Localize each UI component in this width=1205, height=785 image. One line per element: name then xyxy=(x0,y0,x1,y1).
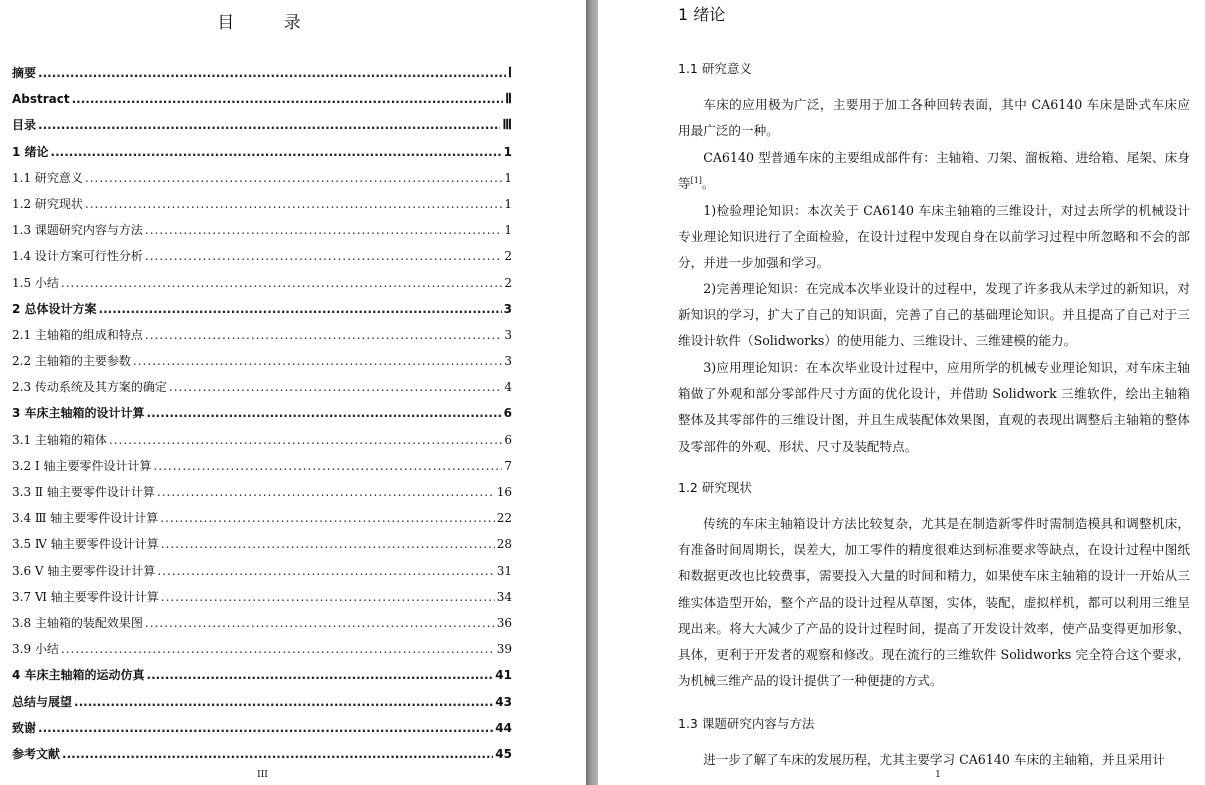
toc-entry-label: 3.9 小结 xyxy=(12,642,59,657)
toc-entry[interactable] xyxy=(12,400,512,426)
toc-leader-dots xyxy=(99,296,502,322)
toc-entry-label: 1.2 研究现状 xyxy=(12,196,83,211)
toc-entry-page: 39 xyxy=(496,642,512,657)
toc-entry-label: 3.3 Ⅱ 轴主要零件设计计算 xyxy=(12,485,155,499)
toc-entry-page: 34 xyxy=(496,589,512,604)
toc-entry-page: 36 xyxy=(496,615,512,630)
toc-entry[interactable] xyxy=(12,715,512,741)
toc-leader-dots xyxy=(61,636,495,662)
toc-entry[interactable] xyxy=(12,322,512,348)
toc-entry-page: 31 xyxy=(496,563,512,578)
toc-leader-dots xyxy=(51,139,502,165)
toc-entry-label: 目录 xyxy=(12,118,37,133)
toc-leader-dots xyxy=(85,191,502,217)
toc-leader-dots xyxy=(61,270,502,296)
toc-leader-dots xyxy=(147,662,494,688)
toc-entry[interactable] xyxy=(12,427,512,453)
toc-leader-dots xyxy=(74,689,493,715)
toc-leader-dots xyxy=(145,243,502,269)
toc-entry[interactable] xyxy=(12,689,512,715)
toc-leader-dots xyxy=(157,558,494,584)
toc-entry[interactable] xyxy=(12,453,512,479)
toc-leader-dots xyxy=(38,112,500,138)
toc-leader-dots xyxy=(160,505,494,531)
toc-entry-label: 2.1 主轴箱的组成和特点 xyxy=(12,327,143,342)
toc-entry-label: 3.1 主轴箱的箱体 xyxy=(12,432,107,447)
toc-leader-dots xyxy=(153,453,502,479)
toc-entry-label: 3 车床主轴箱的设计计算 xyxy=(12,406,145,421)
toc-entry[interactable] xyxy=(12,86,512,112)
toc-entry[interactable] xyxy=(12,191,512,217)
toc-entry-label: 总结与展望 xyxy=(12,694,73,709)
toc-entry-page: 3 xyxy=(504,327,512,342)
paragraph: 2)完善理论知识：在完成本次毕业设计的过程中，发现了许多我从未学过的新知识，对新知识的学习，扩大了自己的知识面，完善了自己的基础理论知识。并且提高了自己对于三维设计软件（Solidworks）的使用能力、三维设计、三维建模的能力。 xyxy=(678,281,1190,349)
toc-entry[interactable] xyxy=(12,270,512,296)
toc-entry-label: 3.5 Ⅳ 轴主要零件设计计算 xyxy=(12,537,159,552)
section-heading-1-1: 1.1 研究意义 xyxy=(678,61,752,76)
toc-entry-page: 41 xyxy=(495,668,512,683)
paragraph: 3)应用理论知识：在本次毕业设计过程中，应用所学的机械专业理论知识，对车床主轴箱做了外观和部分零部件尺寸方面的优化设计，并借助 Solidwork 三维软件，绘出主轴箱整体及其零部件的三维设计图，并且生成装配体效果图，直观的表现出调整后主轴箱的整体及零部件的外观、形状、尺寸及装配特点。 xyxy=(678,360,1190,454)
toc-entry-page: Ⅲ xyxy=(502,118,512,134)
toc-leader-dots xyxy=(38,715,493,741)
toc-leader-dots xyxy=(161,584,495,610)
toc-entry[interactable] xyxy=(12,531,512,557)
toc-entry-page: 43 xyxy=(495,694,512,709)
toc-leader-dots xyxy=(145,217,502,243)
toc-entry[interactable] xyxy=(12,610,512,636)
toc-entry-page: Ⅱ xyxy=(505,92,512,108)
toc-entry[interactable] xyxy=(12,662,512,688)
toc-entry-label: 摘要 xyxy=(12,66,37,80)
toc-entry-page: 3 xyxy=(503,301,512,316)
toc-entry[interactable] xyxy=(12,112,512,138)
toc-entry[interactable] xyxy=(12,243,512,269)
toc-leader-dots xyxy=(147,400,502,426)
toc-entry-page: 22 xyxy=(496,511,512,526)
toc-entry-page: 16 xyxy=(496,485,512,499)
toc-entry[interactable] xyxy=(12,741,512,767)
page-number-footer: III xyxy=(257,770,268,780)
toc-entry-label: 1 绪论 xyxy=(12,144,49,159)
toc-entry[interactable] xyxy=(12,139,512,165)
section-heading-1-2: 1.2 研究现状 xyxy=(678,480,752,495)
chapter-heading: 1 绪论 xyxy=(678,5,726,24)
toc-leader-dots xyxy=(161,531,495,557)
toc-entry-page: 1 xyxy=(504,196,512,211)
toc-entry-label: 4 车床主轴箱的运动仿真 xyxy=(12,668,145,683)
toc-leader-dots xyxy=(133,348,502,374)
toc-entry-label: 3.7 Ⅵ 轴主要零件设计计算 xyxy=(12,589,159,604)
toc-entry[interactable] xyxy=(12,584,512,610)
toc-entry[interactable] xyxy=(12,296,512,322)
paragraph: 1)检验理论知识：本次关于 CA6140 车床主轴箱的三维设计，对过去所学的机械设计专业理论知识进行了全面检验，在设计过程中发现自身在以前学习过程中所忽略和不会的部分，并进一步加强和学习。 xyxy=(678,203,1190,271)
toc-leader-dots xyxy=(85,165,502,191)
toc-entry-page: 7 xyxy=(504,458,512,473)
toc-entry-page: 28 xyxy=(496,537,512,552)
toc-entry-label: 致谢 xyxy=(12,720,37,735)
toc-entry-label: 2.2 主轴箱的主要参数 xyxy=(12,354,131,369)
toc-entry-label: 1.4 设计方案可行性分析 xyxy=(12,249,143,264)
toc-entry-label: 3.6 Ⅴ 轴主要零件设计计算 xyxy=(12,563,156,578)
toc-leader-dots xyxy=(169,374,502,400)
paragraph xyxy=(678,145,1190,197)
toc-entry[interactable] xyxy=(12,558,512,584)
toc-leader-dots xyxy=(109,427,502,453)
toc-entry-label: 2 总体设计方案 xyxy=(12,301,97,316)
toc-entry[interactable] xyxy=(12,636,512,662)
paragraph: 车床的应用极为广泛，主要用于加工各种回转表面，其中 CA6140 车床是卧式车床应用最广泛的一种。 xyxy=(678,97,1190,139)
toc-entry-page: 44 xyxy=(495,720,512,735)
toc-title: 目 录 xyxy=(217,13,323,33)
toc-entry[interactable] xyxy=(12,217,512,243)
toc-entry-label: 1.3 课题研究内容与方法 xyxy=(12,223,143,238)
toc-entry-label: 2.3 传动系统及其方案的确定 xyxy=(12,380,167,395)
section-heading-1-3: 1.3 课题研究内容与方法 xyxy=(678,716,815,731)
toc-entry-page: 1 xyxy=(504,170,512,185)
paragraph: 进一步了解了车床的发展历程，尤其主要学习 CA6140 车床的主轴箱，并且采用计 xyxy=(703,752,1165,767)
toc-entry-label: 参考文献 xyxy=(12,746,61,761)
toc-entry-label: 3.4 Ⅲ 轴主要零件设计计算 xyxy=(12,511,159,526)
toc-leader-dots xyxy=(38,60,506,86)
toc-page xyxy=(0,0,586,785)
paragraph: 传统的车床主轴箱设计方法比较复杂，尤其是在制造新零件时需制造模具和调整机床，有准备时间周期长，误差大，加工零件的精度很难达到标准要求等缺点，在设计过程中图纸和数据更改也比较费事，需要投入大量的时间和精力，如果使车床主轴箱的设计一开始从三维实体造型开始，整个产品的设计过程从草图，实体，装配，虚拟样机，都可以利用三维呈现出来。将大大减少了产品的设计过程时间，提高了开发设计效率，使产品变得更加形象、具体，更利于开发者的观察和修改。现在流行的三维软件 Solidworks 完全符合这个要求，为机械三维产品的设计提供了一种便捷的方式。 xyxy=(678,516,1190,689)
toc-entry[interactable] xyxy=(12,348,512,374)
toc-entry-page: Ⅰ xyxy=(507,66,512,81)
citation: [1] xyxy=(690,176,702,186)
toc-entry-page: 1 xyxy=(503,144,512,159)
toc-entry-page: 6 xyxy=(504,432,512,447)
toc-entry-label: 1.5 小结 xyxy=(12,275,59,290)
toc-leader-dots xyxy=(145,610,495,636)
toc-entry-page: 2 xyxy=(504,275,512,290)
toc-entry-page: 45 xyxy=(495,746,512,761)
toc-entry[interactable] xyxy=(12,374,512,400)
paragraph-end: 。 xyxy=(701,176,715,192)
toc-entry[interactable] xyxy=(12,505,512,531)
toc-entry-label: Abstract xyxy=(12,92,70,107)
toc-leader-dots xyxy=(62,741,493,767)
paragraph-text: CA6140 型普通车床的主要组成部件有：主轴箱、刀架、溜板箱、进给箱、尾架、床身等 xyxy=(678,150,1190,192)
toc-entry-label: 3.8 主轴箱的装配效果图 xyxy=(12,615,143,630)
chapter-page xyxy=(598,0,1205,785)
toc-entry-page: 6 xyxy=(503,406,512,421)
toc-entry-label: 3.2 Ⅰ 轴主要零件设计计算 xyxy=(12,458,152,473)
toc-entry[interactable] xyxy=(12,479,512,505)
toc-leader-dots xyxy=(145,322,502,348)
toc-list xyxy=(12,60,512,767)
toc-entry[interactable] xyxy=(12,60,512,86)
toc-entry-page: 3 xyxy=(504,354,512,369)
toc-entry-page: 4 xyxy=(504,380,512,395)
toc-entry-page: 1 xyxy=(504,223,512,238)
toc-entry-label: 1.1 研究意义 xyxy=(12,170,83,185)
toc-leader-dots xyxy=(72,86,503,112)
toc-leader-dots xyxy=(157,479,495,505)
page-number-footer: 1 xyxy=(935,770,941,780)
toc-entry-page: 2 xyxy=(504,249,512,264)
toc-entry[interactable] xyxy=(12,165,512,191)
page-gap xyxy=(586,0,598,785)
